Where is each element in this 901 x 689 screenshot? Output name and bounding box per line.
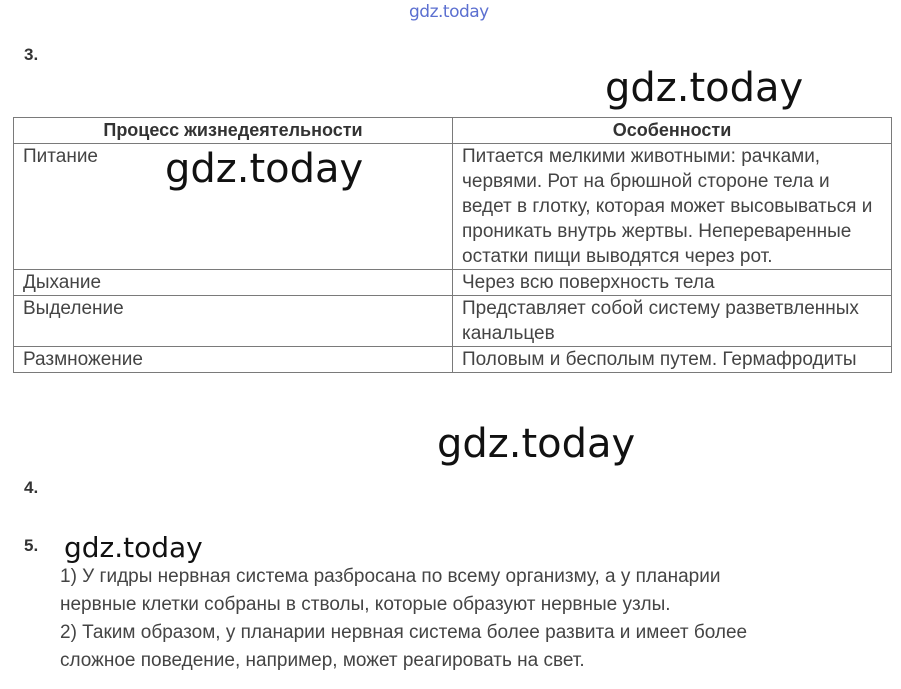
process-cell: Размножение xyxy=(14,347,453,373)
table-row xyxy=(14,270,892,296)
table-row xyxy=(14,347,892,373)
features-cell: Представляет собой систему разветвленных канальцев xyxy=(453,296,892,347)
watermark: gdz.today xyxy=(165,146,364,192)
process-cell: Питание xyxy=(14,144,453,270)
table-row xyxy=(14,296,892,347)
task-5-number: 5. xyxy=(24,536,39,555)
watermark: gdz.today xyxy=(437,421,636,467)
table-header-row xyxy=(14,118,892,144)
watermark-top: gdz.today xyxy=(409,2,489,22)
watermark: gdz.today xyxy=(64,531,203,564)
header-features: Особенности xyxy=(453,118,892,144)
process-cell: Выделение xyxy=(14,296,453,347)
features-cell: Половым и бесполым путем. Гермафродиты xyxy=(453,347,892,373)
task-3-number: 3. xyxy=(24,45,39,64)
header-process: Процесс жизнедеятельности xyxy=(14,118,453,144)
features-cell: Через всю поверхность тела xyxy=(453,270,892,296)
watermark: gdz.today xyxy=(605,65,804,111)
answer-paragraph-2: 2) Таким образом, у планарии нервная система более развита и имеет более сложное поведение, например, может реагировать на свет. xyxy=(60,622,748,671)
answer-paragraph-1: 1) У гидры нервная система разбросана по всему организму, а у планарии нервные клетки собраны в стволы, которые образуют нервные узлы. xyxy=(60,566,721,615)
life-processes-table xyxy=(13,117,892,373)
process-cell: Дыхание xyxy=(14,270,453,296)
task-4-number: 4. xyxy=(24,478,39,497)
features-cell: Питается мелкими животными: рачками, червями. Рот на брюшной стороне тела и ведет в глотку, которая может высовываться и проникать внутрь жертвы. Непереваренные остатки пищи выводятся через рот. xyxy=(453,144,892,270)
table-row xyxy=(14,144,892,270)
